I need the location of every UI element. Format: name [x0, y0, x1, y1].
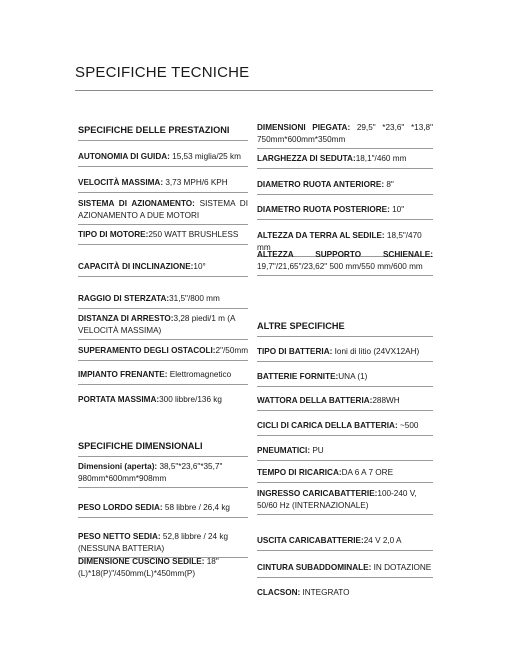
spec-value: 8"	[384, 180, 394, 189]
spec-row	[257, 420, 433, 436]
spec-value: 18" (L)*18(P)"/450mm(L)*450mm(P)	[78, 557, 219, 578]
spec-label: DIMENSIONI PIEGATA:	[257, 123, 351, 132]
spec-value: 10"	[389, 205, 405, 214]
spec-value: 3,73 MPH/6 KPH	[163, 178, 228, 187]
spec-row	[257, 346, 433, 362]
spec-value: 58 libbre / 26,4 kg	[162, 503, 230, 512]
spec-label: AUTONOMIA DI GUIDA:	[78, 152, 170, 161]
spec-value: 19,7"/21,65"/23,62" 500 mm/550 mm/600 mm	[257, 261, 423, 271]
spec-label: CICLI DI CARICA DELLA BATTERIA:	[257, 421, 398, 430]
spec-label: VELOCITÀ MASSIMA:	[78, 178, 164, 187]
title-divider	[75, 90, 433, 91]
spec-label: BATTERIE FORNITE:	[257, 372, 339, 381]
spec-value: 300 libbre/136 kg	[159, 395, 222, 404]
spec-row	[78, 177, 248, 193]
spec-value: 29,5" *23,6" *13,8" 750mm*600mm*350mm	[257, 123, 433, 144]
page-title: SPECIFICHE TECNICHE	[75, 64, 250, 81]
spec-row	[257, 122, 433, 149]
spec-row	[78, 531, 248, 558]
spec-value: IN DOTAZIONE	[371, 563, 432, 572]
spec-label: RAGGIO DI STERZATA:	[78, 294, 170, 303]
spec-label: PESO LORDO SEDIA:	[78, 503, 163, 512]
spec-label: SISTEMA DI AZIONAMENTO:	[78, 199, 195, 208]
spec-row	[78, 293, 248, 309]
spec-label: CINTURA SUBADDOMINALE:	[257, 563, 372, 572]
spec-label: PORTATA MASSIMA:	[78, 395, 160, 404]
spec-value: 250 WATT BRUSHLESS	[148, 230, 239, 239]
spec-label: WATTORA DELLA BATTERIA:	[257, 396, 373, 405]
spec-row	[78, 261, 248, 277]
spec-label: PNEUMATICI:	[257, 446, 311, 455]
spec-row	[257, 535, 433, 551]
spec-value: 52,8 libbre / 24 kg (NESSUNA BATTERIA)	[78, 532, 229, 553]
spec-row	[78, 502, 248, 518]
spec-label: CAPACITÀ DI INCLINAZIONE:	[78, 262, 194, 271]
spec-row	[257, 395, 433, 411]
spec-label: IMPIANTO FRENANTE:	[78, 370, 168, 379]
spec-row	[257, 587, 433, 602]
spec-row	[78, 313, 248, 340]
section-heading-dimensional: SPECIFICHE DIMENSIONALI	[78, 440, 248, 457]
spec-label: Dimensioni (aperta):	[78, 462, 158, 471]
spec-label: USCITA CARICABATTERIE:	[257, 536, 364, 545]
spec-row	[78, 394, 248, 409]
spec-value: SISTEMA DI AZIONAMENTO A DUE MOTORI	[78, 199, 248, 220]
spec-row	[78, 229, 248, 245]
spec-value: INTEGRATO	[300, 588, 350, 597]
spec-row	[257, 445, 433, 461]
spec-row	[257, 488, 433, 515]
spec-row	[78, 556, 248, 582]
section-heading-other: ALTRE SPECIFICHE	[257, 320, 433, 337]
spec-value: 288WH	[372, 396, 400, 405]
spec-row	[257, 562, 433, 578]
spec-label: DIAMETRO RUOTA POSTERIORE:	[257, 205, 390, 214]
spec-row	[257, 249, 433, 276]
spec-row	[257, 153, 433, 169]
spec-value: 31,5"/800 mm	[169, 294, 220, 303]
spec-value: Elettromagnetico	[167, 370, 232, 379]
spec-label: DIAMETRO RUOTA ANTERIORE:	[257, 180, 385, 189]
spec-label: TIPO DI MOTORE:	[78, 230, 149, 239]
spec-row	[257, 371, 433, 387]
spec-row	[257, 179, 433, 195]
section-heading-performance: SPECIFICHE DELLE PRESTAZIONI	[78, 124, 248, 141]
spec-label: PESO NETTO SEDIA:	[78, 532, 161, 541]
spec-value: 15,53 miglia/25 km	[169, 152, 241, 161]
spec-label: INGRESSO CARICABATTERIE:	[257, 489, 378, 498]
spec-label: CLACSON:	[257, 588, 301, 597]
spec-value: 24 V 2,0 A	[363, 536, 402, 545]
spec-value: DA 6 A 7 ORE	[341, 468, 394, 477]
spec-value: PU	[310, 446, 324, 455]
spec-value: 10°	[193, 262, 206, 271]
spec-value: 18,1"/460 mm	[355, 154, 407, 163]
spec-label: DIMENSIONE CUSCINO SEDILE:	[78, 557, 205, 566]
spec-row	[78, 461, 248, 488]
spec-value: 100-240 V, 50/60 Hz (INTERNAZIONALE)	[257, 489, 417, 510]
spec-value: 3,28 piedi/1 m (A VELOCITÀ MASSIMA)	[78, 314, 235, 335]
spec-value: 2"/50mm	[215, 346, 249, 355]
spec-label: SUPERAMENTO DEGLI OSTACOLI:	[78, 346, 216, 355]
spec-row	[78, 345, 248, 361]
spec-label: TEMPO DI RICARICA:	[257, 468, 342, 477]
spec-label: ALTEZZA DA TERRA AL SEDILE:	[257, 231, 385, 240]
spec-label: ALTEZZA SUPPORTO SCHIENALE:	[257, 250, 433, 259]
spec-label: DISTANZA DI ARRESTO:	[78, 314, 174, 323]
spec-row	[78, 151, 248, 167]
spec-value: 38,5"*23,6"*35,7" 980mm*600mm*908mm	[78, 462, 223, 483]
spec-row	[257, 467, 433, 483]
spec-row	[78, 198, 248, 225]
spec-value: UNA (1)	[338, 372, 368, 381]
spec-value: ~500	[397, 421, 419, 430]
spec-label: TIPO DI BATTERIA:	[257, 347, 333, 356]
spec-value: 18,5"/470 mm	[257, 231, 422, 252]
spec-row	[78, 369, 248, 385]
spec-value: Ioni di litio (24VX12AH)	[332, 347, 420, 356]
spec-row	[257, 204, 433, 220]
spec-label: LARGHEZZA DI SEDUTA:	[257, 154, 356, 163]
